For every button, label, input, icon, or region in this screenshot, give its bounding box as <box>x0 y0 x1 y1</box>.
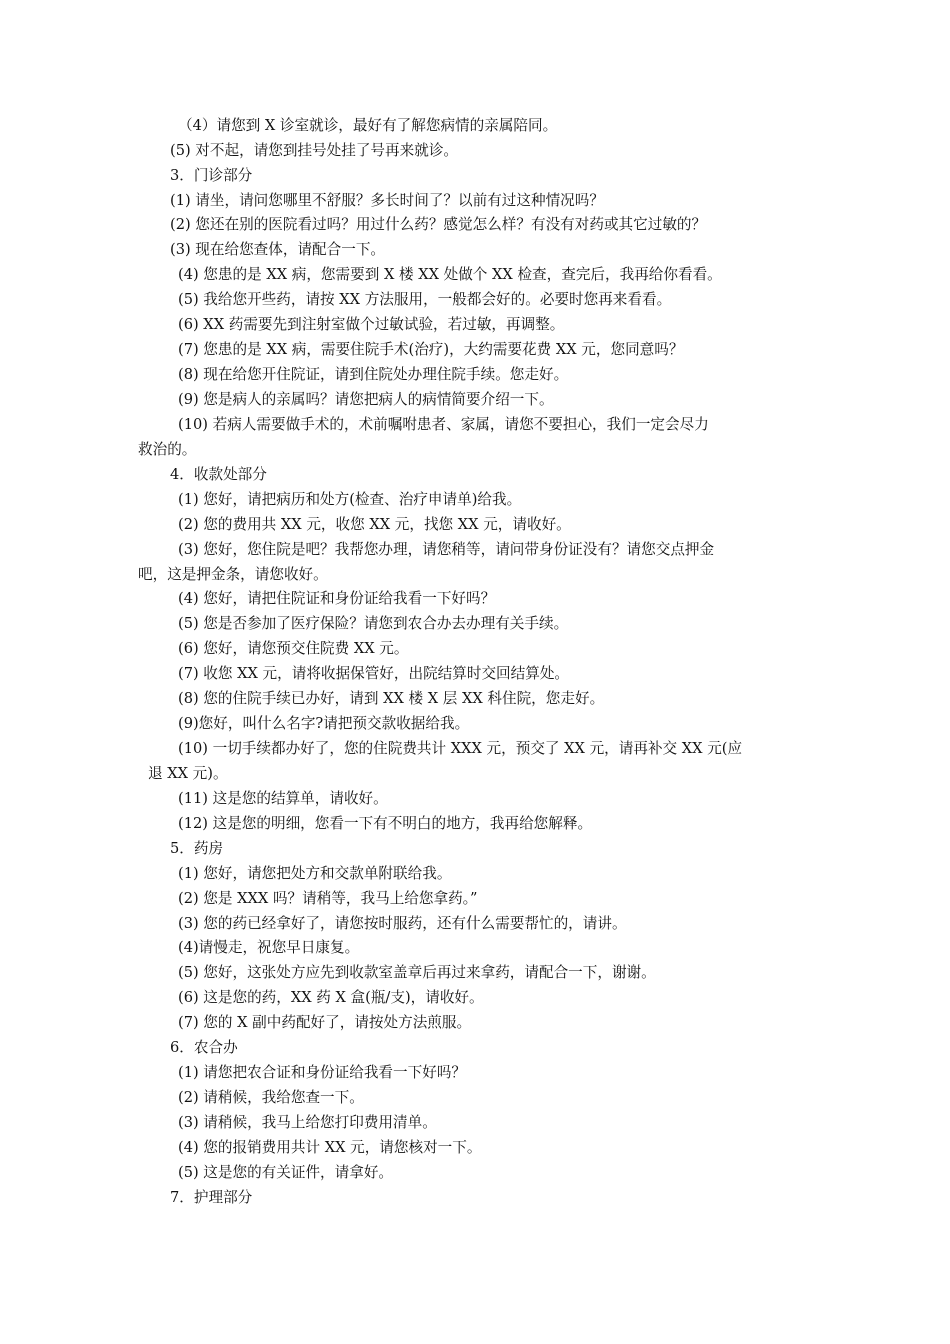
text-line: (4)请慢走，祝您早日康复。 <box>178 939 360 956</box>
text-line: (2) 您的费用共 XX 元，收您 XX 元，找您 XX 元，请收好。 <box>178 516 571 533</box>
text-line: (3) 现在给您查体，请配合一下。 <box>170 241 386 258</box>
text-line: (6) XX 药需要先到注射室做个过敏试验，若过敏，再调整。 <box>178 316 565 333</box>
text-line: (7) 收您 XX 元，请将收据保管好，出院结算时交回结算处。 <box>178 665 570 682</box>
text-line: (2) 请稍候，我给您查一下。 <box>178 1089 364 1106</box>
text-line: 4．收款处部分 <box>170 466 267 483</box>
text-line: 退 XX 元)。 <box>148 765 228 782</box>
text-line: (12) 这是您的明细，您看一下有不明白的地方，我再给您解释。 <box>178 815 593 832</box>
text-line: (4) 您的报销费用共计 XX 元，请您核对一下。 <box>178 1139 482 1156</box>
text-line: 吧，这是押金条，请您收好。 <box>138 566 328 583</box>
text-line: (10) 一切手续都办好了，您的住院费共计 XXX 元，预交了 XX 元，请再补交 XX 元(应 <box>178 740 743 757</box>
text-line: (7) 您患的是 XX 病，需要住院手术(治疗)，大约需要花费 XX 元，您同意吗？ <box>178 341 684 358</box>
text-line: (9) 您是病人的亲属吗？请您把病人的病情简要介绍一下。 <box>178 391 554 408</box>
text-line: (2) 您是 XXX 吗？请稍等，我马上给您拿药。” <box>178 890 478 907</box>
text-line: (1) 您好，请您把处方和交款单附联给我。 <box>178 865 452 882</box>
text-line: (5) 您是否参加了医疗保险？请您到农合办去办理有关手续。 <box>178 615 569 632</box>
text-line: (3) 您的药已经拿好了，请您按时服药，还有什么需要帮忙的，请讲。 <box>178 915 627 932</box>
text-line: 7．护理部分 <box>170 1189 253 1206</box>
text-line: （4）请您到 X 诊室就诊，最好有了解您病情的亲属陪同。 <box>178 117 558 134</box>
text-line: (1) 您好，请把病历和处方(检查、治疗申请单)给我。 <box>178 491 522 508</box>
text-line: (10) 若病人需要做手术的，术前嘱咐患者、家属，请您不要担心，我们一定会尽力 <box>178 416 709 433</box>
text-line: 6．农合办 <box>170 1039 238 1056</box>
text-line: (9)您好，叫什么名字?请把预交款收据给我。 <box>178 715 470 732</box>
text-line: (5) 您好，这张处方应先到收款室盖章后再过来拿药，请配合一下，谢谢。 <box>178 964 656 981</box>
text-line: (6) 您好，请您预交住院费 XX 元。 <box>178 640 409 657</box>
text-line: (1) 请您把农合证和身份证给我看一下好吗？ <box>178 1064 467 1081</box>
text-line: (5) 我给您开些药，请按 XX 方法服用，一般都会好的。必要时您再来看看。 <box>178 291 672 308</box>
text-line: 5．药房 <box>170 840 224 857</box>
text-line: (7) 您的 X 副中药配好了，请按处方法煎服。 <box>178 1014 472 1031</box>
text-line: (5) 对不起，请您到挂号处挂了号再来就诊。 <box>170 142 459 159</box>
text-line: (11) 这是您的结算单，请收好。 <box>178 790 388 807</box>
text-line: (8) 现在给您开住院证，请到住院处办理住院手续。您走好。 <box>178 366 569 383</box>
text-line: (1) 请坐，请问您哪里不舒服？多长时间了？以前有过这种情况吗？ <box>170 192 604 209</box>
text-line: (8) 您的住院手续已办好，请到 XX 楼 X 层 XX 科住院，您走好。 <box>178 690 605 707</box>
text-line: (6) 这是您的药，XX 药 X 盒(瓶/支)，请收好。 <box>178 989 484 1006</box>
text-line: (3) 您好，您住院是吧？我帮您办理，请您稍等，请问带身份证没有？请您交点押金 <box>178 541 715 558</box>
text-line: (4) 您好，请把住院证和身份证给我看一下好吗？ <box>178 590 496 607</box>
text-line: 3．门诊部分 <box>170 167 253 184</box>
text-line: (4) 您患的是 XX 病，您需要到 X 楼 XX 处做个 XX 检查，查完后，我再给你看看。 <box>178 266 722 283</box>
text-line: (2) 您还在别的医院看过吗？用过什么药？感觉怎么样？有没有对药或其它过敏的？ <box>170 216 707 233</box>
text-line: (5) 这是您的有关证件，请拿好。 <box>178 1164 394 1181</box>
text-line: (3) 请稍候，我马上给您打印费用清单。 <box>178 1114 437 1131</box>
text-line: 救治的。 <box>138 441 197 458</box>
